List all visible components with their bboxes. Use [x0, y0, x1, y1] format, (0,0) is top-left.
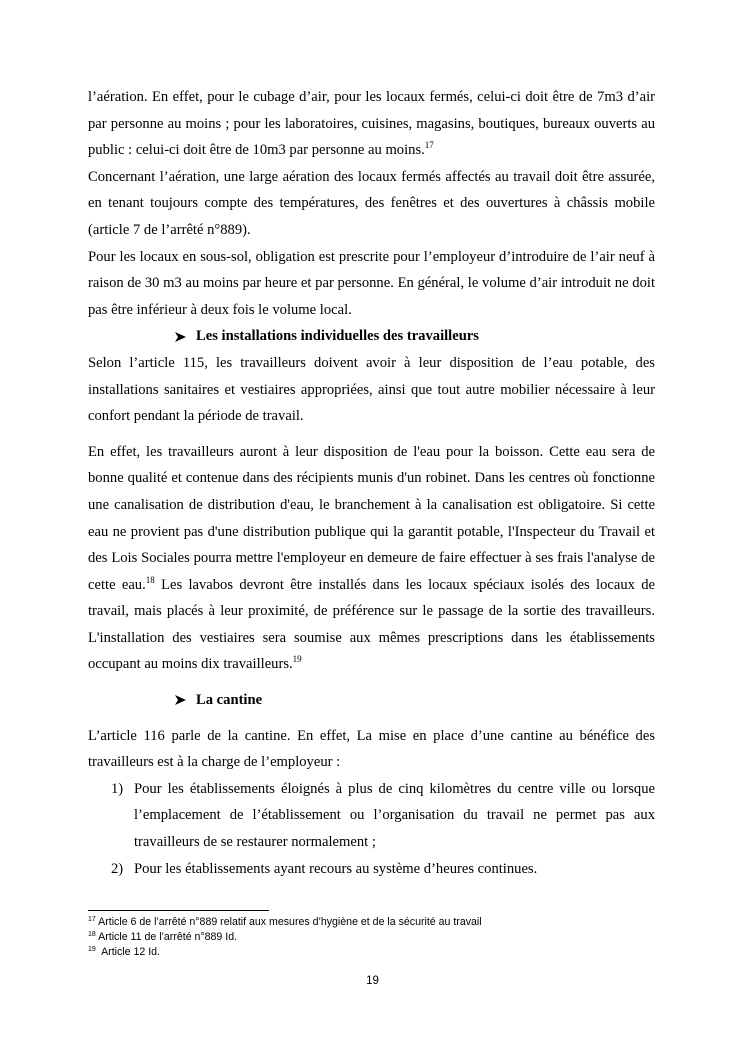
- paragraph-text: En effet, les travailleurs auront à leur disposition de l'eau pour la boisson. Cette eau sera de bonne qualité et contenue dans des récipients munis d'un robinet. Dans les centres où fonctionne une canalisation de distribution d'eau, le branchement à la canalisation est obligatoire. Si cette eau ne provient pas d'une distribution publique qui la garantit potable, l'Inspecteur du Travail et des Lois Sociales pourra mettre l'employeur en demeure de faire effectuer à ses frais l'analyse de cette eau.: [88, 443, 655, 593]
- arrow-bullet-icon: [174, 694, 188, 706]
- footnote-ref: 19: [292, 654, 302, 665]
- footnote-number: 19: [88, 946, 96, 953]
- body-text: [88, 84, 655, 882]
- heading-text: Les installations individuelles des travailleurs: [196, 328, 479, 345]
- footnote-number: 18: [88, 931, 96, 938]
- footnote-text: Article 12 Id.: [95, 946, 160, 958]
- list-item: [88, 856, 655, 883]
- list-item: [88, 776, 655, 856]
- list-number: 1): [111, 780, 124, 797]
- paragraph: Pour les locaux en sous-sol, obligation est prescrite pour l’employeur d’introduire de l’air neuf à raison de 30 m3 au moins par heure et par personne. En général, le volume d’air introduit ne doit pas être inférieur à deux fois le volume local.: [88, 248, 655, 318]
- list-text: Pour les établissements éloignés à plus de cinq kilomètres du centre ville ou lorsque l’emplacement de l’établissement ou l’organisation du travail ne permet pas aux travailleurs de se restaurer normalement ;: [134, 780, 655, 851]
- paragraph: L’article 116 parle de la cantine. En effet, La mise en place d’une cantine au bénéfice des travailleurs est à la charge de l’employeur :: [88, 727, 655, 771]
- list-text: Pour les établissements ayant recours au système d’heures continues.: [134, 860, 538, 877]
- paragraph-text: l’aération. En effet, pour le cubage d’air, pour les locaux fermés, celui-ci doit être de 7m3 d’air par personne au moins ; pour les laboratoires, cuisines, magasins, boutiques, bureaux ouverts au public : celui-ci doit être de 10m3 par personne au moins.: [88, 89, 655, 159]
- section-heading: [88, 323, 655, 350]
- footnote: [88, 945, 655, 960]
- footnote-ref: 17: [424, 140, 434, 151]
- footnote-text: Article 11 de l’arrêté n°889 Id.: [95, 931, 238, 943]
- heading-text: La cantine: [196, 692, 263, 709]
- footnotes: [88, 915, 655, 960]
- arrow-bullet-icon: [174, 331, 188, 343]
- page-number: 19: [366, 975, 379, 987]
- footnote-number: 17: [88, 916, 96, 923]
- list-number: 2): [111, 860, 124, 877]
- footnote: [88, 930, 655, 945]
- footnote-separator: [88, 910, 269, 911]
- paragraph: [88, 84, 655, 164]
- footnote: [88, 915, 655, 930]
- section-heading: [88, 687, 655, 714]
- footnote-text: Article 6 de l’arrêté n°889 relatif aux mesures d’hygiène et de la sécurité au travail: [95, 916, 482, 928]
- numbered-list: [88, 776, 655, 882]
- paragraph-text: Les lavabos devront être installés dans les locaux spéciaux isolés des locaux de travail, mais placés à leur proximité, de préférence sur le passage de la sortie des travailleurs. L'installation des vestiaires sera soumise aux mêmes prescriptions dans les établissements occupant au moins dix travailleurs.: [88, 576, 656, 673]
- paragraph: [88, 439, 655, 678]
- paragraph: Concernant l’aération, une large aération des locaux fermés affectés au travail doit être assurée, en tenant toujours compte des températures, des fenêtres et des ouvertures à châssis mobile (article 7 de l’arrêté n°889).: [88, 168, 655, 238]
- footnote-ref: 18: [145, 574, 155, 585]
- paragraph: Selon l’article 115, les travailleurs doivent avoir à leur disposition de l’eau potable, des installations sanitaires et vestiaires appropriées, ainsi que tout autre mobilier nécessaire à leur confort pendant la période de travail.: [88, 354, 655, 425]
